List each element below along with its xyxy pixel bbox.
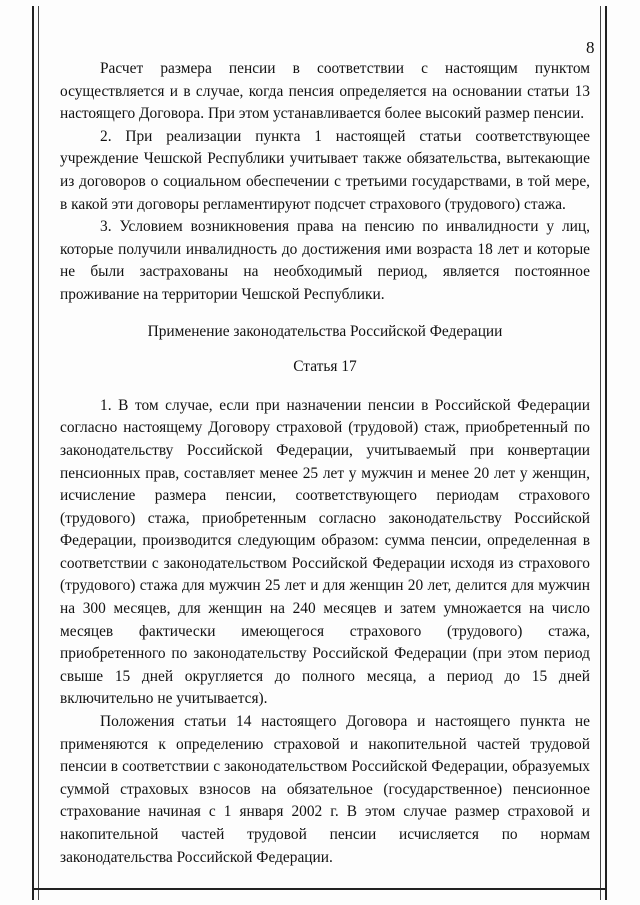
paragraph-article-17-provisions: Положения статьи 14 настоящего Договора и настоящего пункта не применяются к определению страховой и накопительной частей трудовой пенсии в соответствии с законодательством Российской Федерации, образуемых суммой страховых взносов на обязательное (государственное) пенсионное страхование начиная с 1 января 2002 г. В этом случае размер страховой и накопительной частей трудовой пенсии исчисляется по нормам законодательства Российской Федерации. [60, 713, 590, 866]
paragraph-item-2: 2. При реализации пункта 1 настоящей статьи соответствующее учреждение Чешской Республики учитывает также обязательства, вытекающие из договоров о социальном обеспечении с третьими государствами, в той мере, в какой эти договоры регламентируют подсчет страхового (трудового) стажа. [60, 127, 590, 213]
left-border-inner-line [38, 6, 39, 900]
paragraph-item-3: 3. Условием возникновения права на пенсию по инвалидности у лиц, которые получили инвалидность до достижения ими возраста 18 лет и которые не были застрахованы на необходимый период, является постоянное проживание на территории Чешской Республики. [60, 218, 590, 303]
paragraph-article-17-item-1: 1. В том случае, если при назначении пенсии в Российской Федерации согласно настоящему Договору страховой (трудовой) стаж, приобретенный по законодательству Российской Федерации, учитываемый при конвертации пенсионных прав, составляет менее 25 лет у мужчин и менее 20 лет у женщин, исчисление размера пенсии, соответствующего периодам страхового (трудового) стажа, приобретенным согласно законодательству Российской Федерации, производится следующим образом: сумма пенсии, определенная в соответствии с законодательством Российской Федерации исходя из страхового (трудового) стажа для мужчин 25 лет и для женщин 20 лет, делится для мужчин на 300 месяцев, для женщин на 240 месяцев и затем умножается на число месяцев фактически имеющегося страхового (трудового) стажа, приобретенного по законодательству Российской Федерации (при этом период свыше 15 дней округляется до полного месяца, а период до 15 дней включительно не учитывается). [60, 396, 590, 708]
right-border-line [605, 6, 607, 900]
bottom-border-line [32, 888, 607, 890]
article-title: Статья 17 [293, 358, 357, 376]
section-heading: Применение законодательства Российской Федерации [147, 322, 503, 340]
left-border-line [32, 6, 34, 900]
right-border-inner-line [600, 6, 601, 900]
page-number: 8 [586, 38, 595, 57]
paragraph-pension-calculation: Расчет размера пенсии в соответствии с настоящим пунктом осуществляется и в случае, когда пенсия определяется на основании статьи 13 настоящего Договора. При этом устанавливается более высокий размер пенсии. [60, 60, 590, 123]
document-body [60, 58, 590, 869]
